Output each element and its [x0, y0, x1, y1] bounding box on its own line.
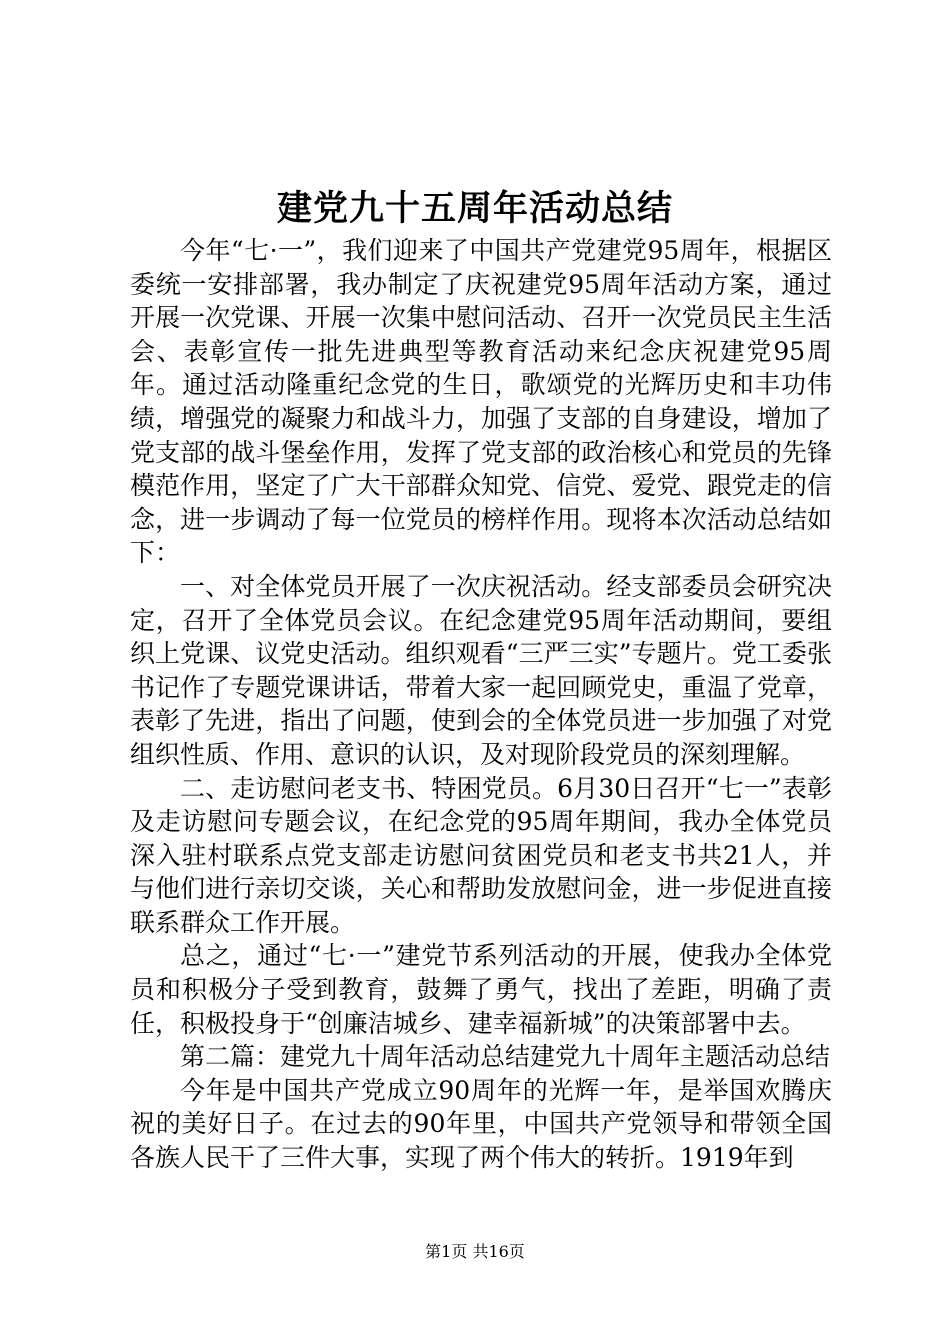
paragraph-section-one: 一、对全体党员开展了一次庆祝活动。经支部委员会研究决定，召开了全体党员会议。在纪念建党95周年活动期间，要组织上党课、议党史活动。组织观看“三严三实”专题片。党工委张书记作了专题党课讲话，带着大家一起回顾党史，重温了党章，表彰了先进，指出了问题，使到会的全体党员进一步加强了对党组织性质、作用、意识的认识，及对现阶段党员的深刻理解。: [130, 571, 832, 769]
document-title: 建党九十五周年活动总结: [276, 188, 673, 229]
paragraph-second-article-opening: 今年是中国共产党成立90周年的光辉一年，是举国欢腾庆祝的美好日子。在过去的90年里，中国共产党领导和带领全国各族人民干了三件大事，实现了两个伟大的转折。1919年到: [130, 1075, 832, 1173]
page-number-footer: 第1页 共16页: [425, 1242, 525, 1261]
second-article-heading: 第二篇：建党九十周年活动总结建党九十周年主题活动总结: [180, 1042, 831, 1072]
paragraph-section-two: 二、走访慰问老支书、特困党员。6月30日召开“七一”表彰及走访慰问专题会议，在纪念党的95周年期间，我办全体党员深入驻村联系点党支部走访慰问贫困党员和老支书共21人，并与他们进行亲切交谈，关心和帮助发放慰问金，进一步促进直接联系群众工作开展。: [130, 773, 832, 937]
paragraph-intro: 今年“七·一”，我们迎来了中国共产党建党95周年，根据区委统一安排部署，我办制定了庆祝建党95周年活动方案，通过开展一次党课、开展一次集中慰问活动、召开一次党员民主生活会、表彰宣传一批先进典型等教育活动来纪念庆祝建党95周年。通过活动隆重纪念党的生日，歌颂党的光辉历史和丰功伟绩，增强党的凝聚力和战斗力，加强了支部的自身建设，增加了党支部的战斗堡垒作用，发挥了党支部的政治核心和党员的先锋模范作用，坚定了广大干部群众知党、信党、爱党、跟党走的信念，进一步调动了每一位党员的榜样作用。现将本次活动总结如下：: [130, 236, 832, 568]
paragraph-conclusion: 总之，通过“七·一”建党节系列活动的开展，使我办全体党员和积极分子受到教育，鼓舞了勇气，找出了差距，明确了责任，积极投身于“创廉洁城乡、建幸福新城”的决策部署中去。: [130, 941, 832, 1038]
document-body: [130, 234, 832, 1175]
